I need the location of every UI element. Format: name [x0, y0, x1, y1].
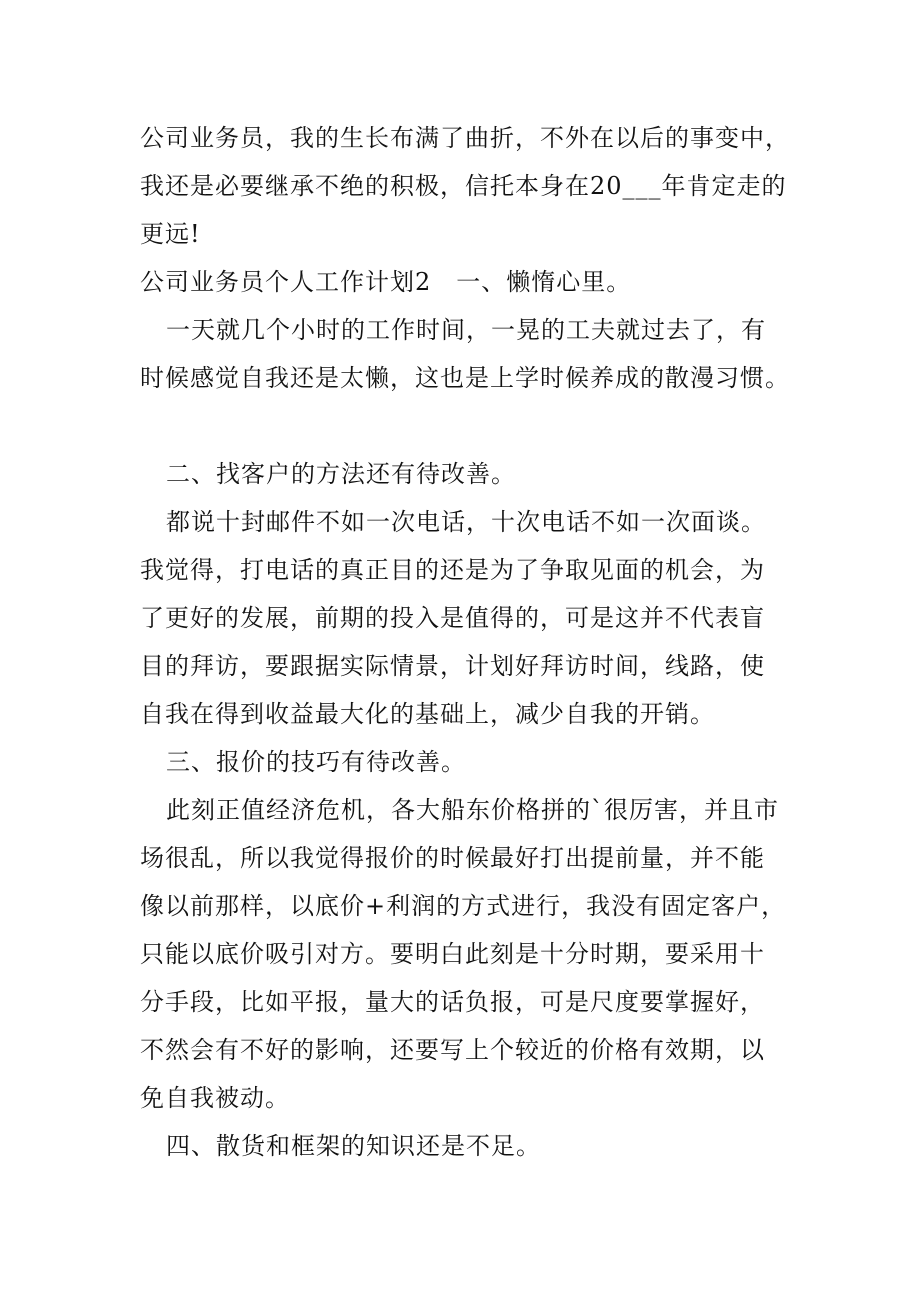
text-line: 我觉得，打电话的真正目的还是为了争取见面的机会，为 — [140, 556, 765, 584]
text-line: 免自我被动。 — [140, 1084, 290, 1112]
text-line: 了更好的发展，前期的投入是值得的，可是这并不代表盲 — [140, 604, 765, 632]
text-line: 都说十封邮件不如一次电话，十次电话不如一次面谈。 — [166, 508, 766, 536]
text-line: 我还是必要继承不绝的积极，信托本身在20___年肯定走的 — [140, 172, 787, 200]
text-line: 此刻正值经济危机，各大船东价格拼的`很厉害，并且市 — [166, 796, 779, 824]
text-line: 场很乱，所以我觉得报价的时候最好打出提前量，并不能 — [140, 844, 765, 872]
section-heading: 四、散货和框架的知识还是不足。 — [166, 1132, 541, 1160]
text-line: 分手段，比如平报，量大的话负报，可是尺度要掌握好， — [140, 988, 765, 1016]
section-heading: 二、找客户的方法还有待改善。 — [166, 460, 516, 488]
text-line: 像以前那样，以底价+利润的方式进行，我没有固定客户， — [140, 892, 787, 920]
text-line: 目的拜访，要跟据实际情景，计划好拜访时间，线路，使 — [140, 652, 765, 680]
text-line: 只能以底价吸引对方。要明白此刻是十分时期，要采用十 — [140, 940, 765, 968]
text-line: 自我在得到收益最大化的基础上，减少自我的开销。 — [140, 700, 715, 728]
text-line: 不然会有不好的影响，还要写上个较近的价格有效期，以 — [140, 1036, 765, 1064]
section-heading-line: 公司业务员个人工作计划2 一、懒惰心里。 — [140, 268, 632, 296]
section-heading: 三、报价的技巧有待改善。 — [166, 748, 466, 776]
text-line: 一天就几个小时的工作时间，一晃的工夫就过去了，有 — [166, 316, 766, 344]
text-line: 时候感觉自我还是太懒，这也是上学时候养成的散漫习惯。 — [140, 364, 790, 392]
text-line: 公司业务员，我的生长布满了曲折，不外在以后的事变中， — [140, 124, 790, 152]
text-line: 更远! — [140, 220, 201, 248]
